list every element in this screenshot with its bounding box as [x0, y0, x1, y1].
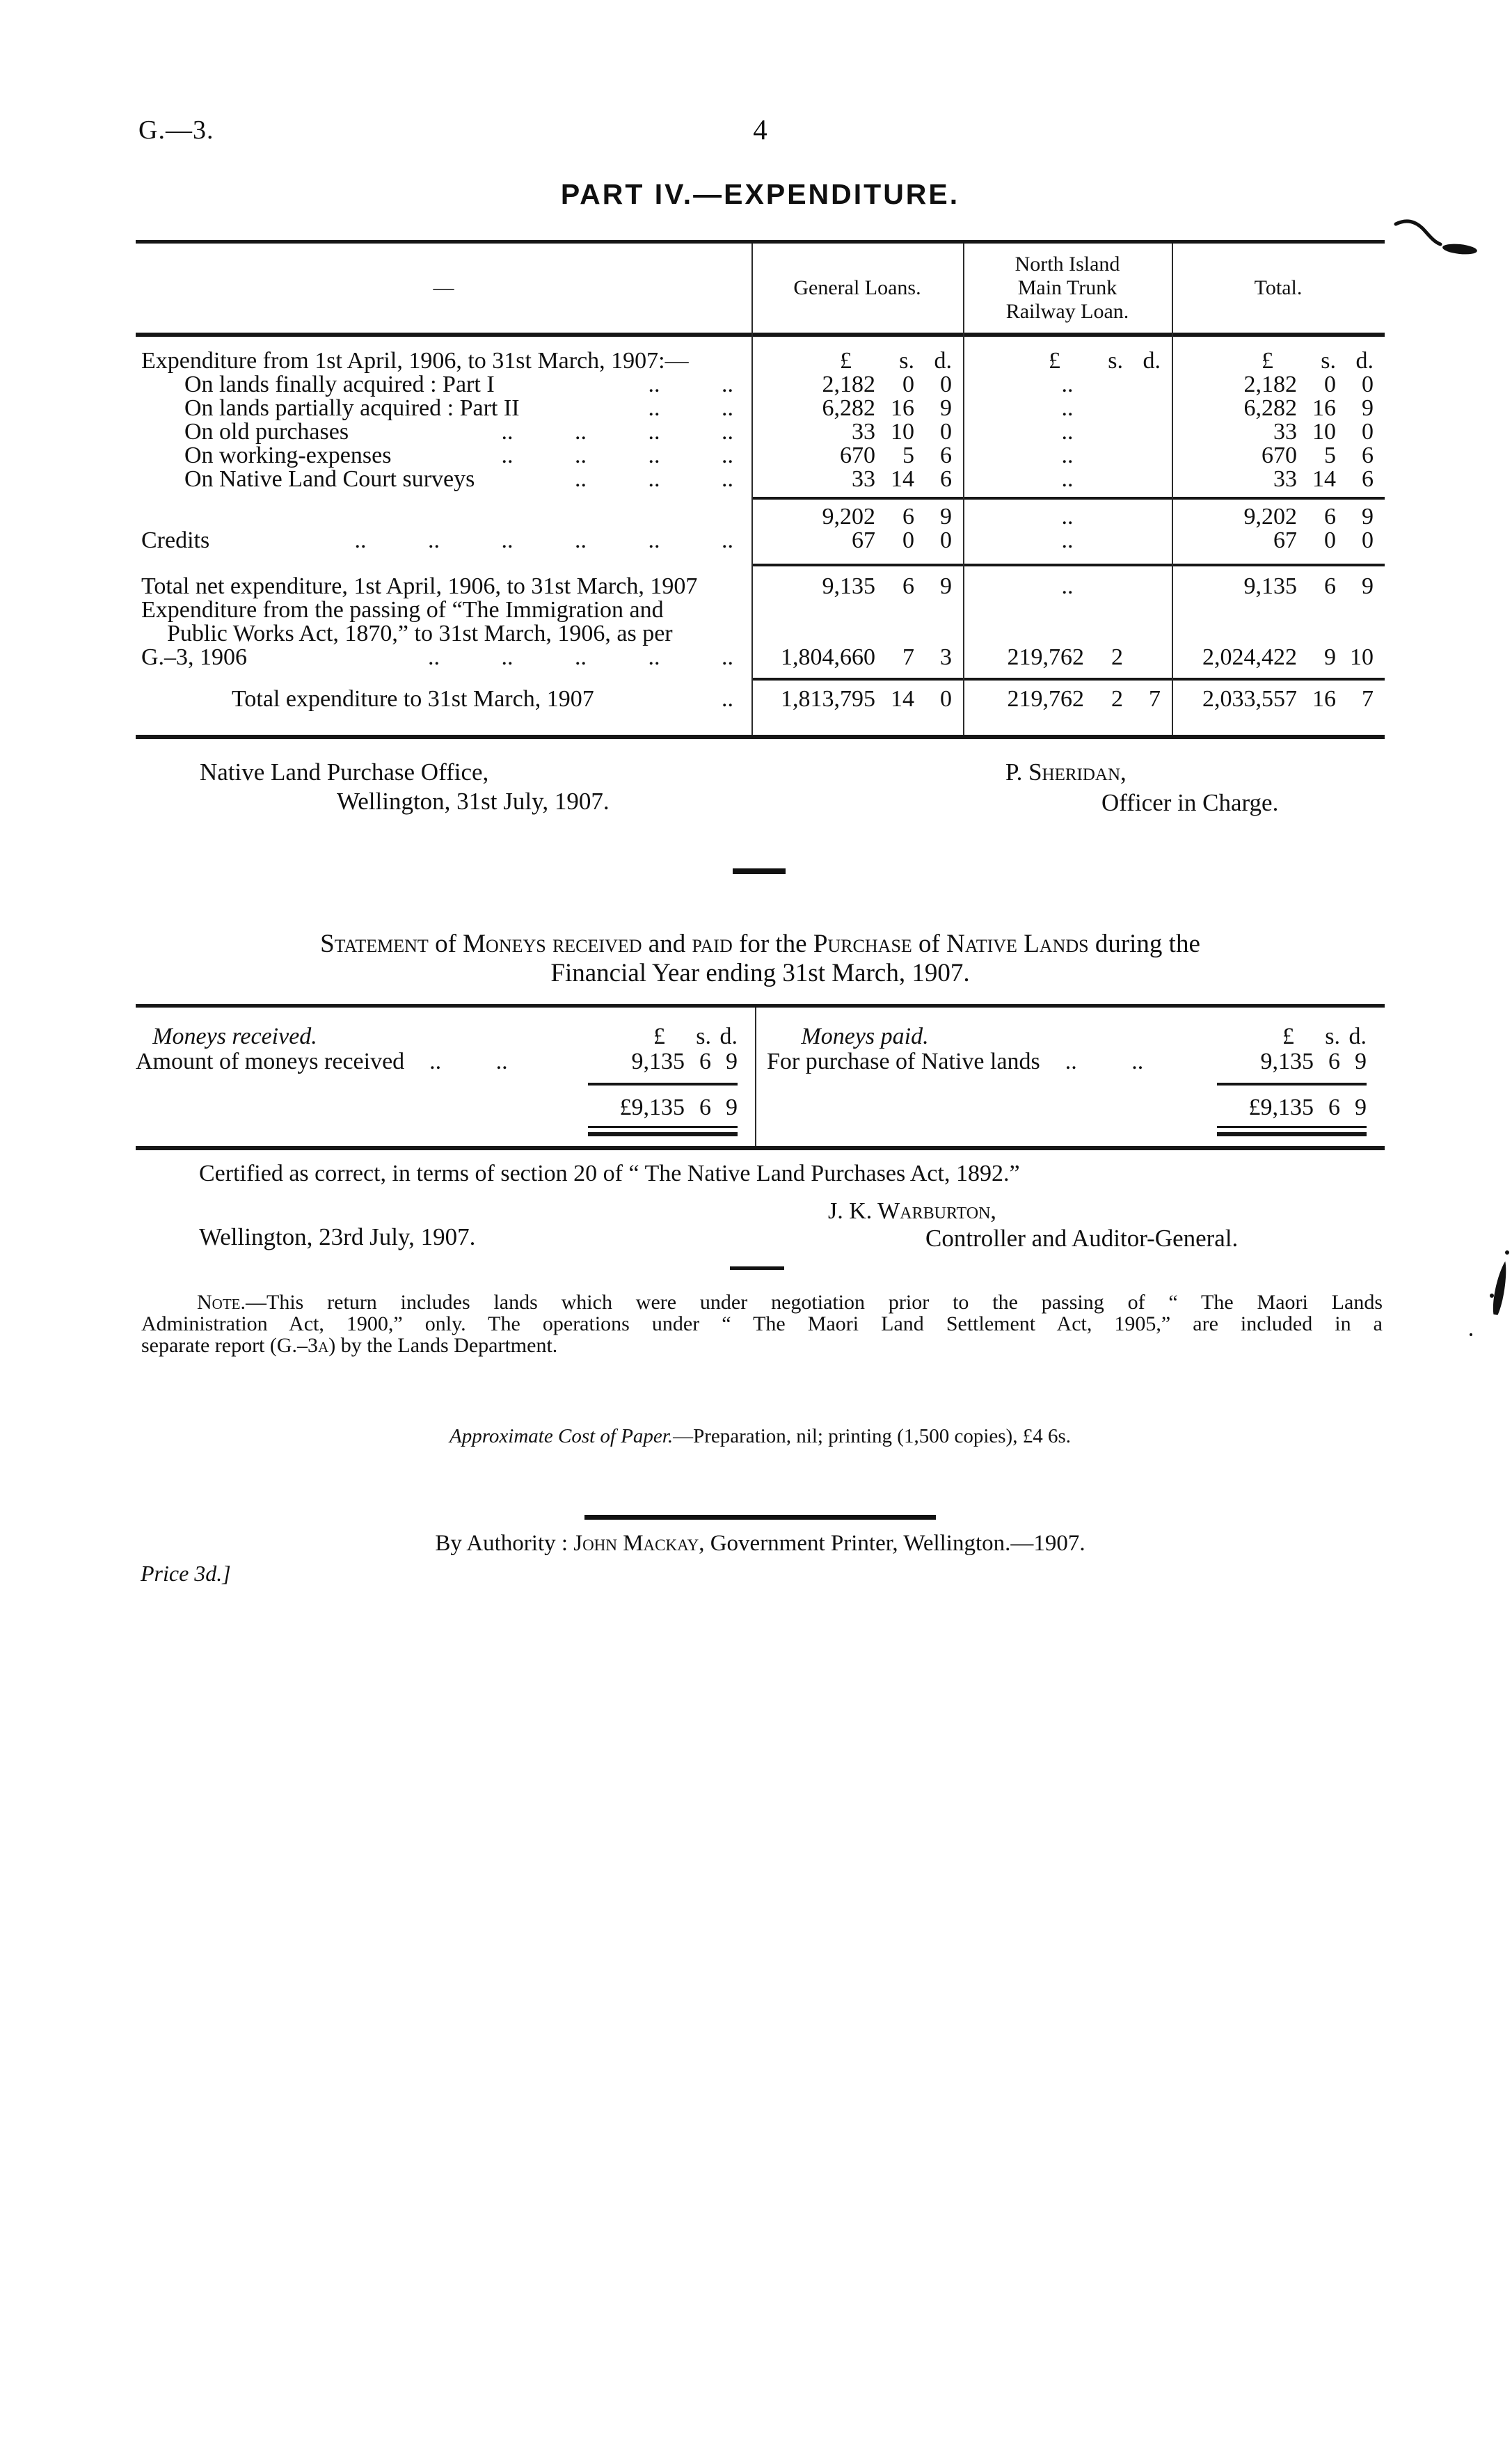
page-title: PART IV.—EXPENDITURE.	[560, 178, 960, 210]
note-paragraph: Note.—This return includes lands which were under negotiation prior to the passing of “ The Maori Lands Administration Act, 1900,” only. The operations under “ The Maori Land Settlement Act, 1905,” are included in a separate report (G.–3a) by the Lands Department.	[141, 1291, 1383, 1357]
leader-dots: .. ..	[648, 395, 733, 421]
leader-dots: .. ..	[429, 1049, 508, 1074]
expenditure-table	[136, 240, 1385, 739]
certification-line: Certified as correct, in terms of section 20 of “ The Native Land Purchases Act, 1892.”	[199, 1161, 1020, 1186]
currency-header-general: £ s. d.	[840, 348, 952, 374]
amount-total: 9,202 6 9	[1243, 504, 1374, 530]
moneys-received-row: Amount of moneys received .. .. 9,135 6 9	[136, 1049, 738, 1074]
signature-role: Officer in Charge.	[1101, 789, 1279, 816]
moneys-received-total-row	[136, 1095, 756, 1120]
certification-place-date: Wellington, 23rd July, 1907.	[199, 1223, 476, 1250]
partial-rule	[751, 564, 1385, 566]
total-amount: £9,135 6 9	[619, 1095, 738, 1120]
amount-rail-empty: ..	[1061, 466, 1074, 492]
table-row: On Native Land Court surveys .. .. .. 33 14 6 .. 33 14 6	[136, 468, 1385, 491]
amount-total: 2,024,422 9 10	[1202, 644, 1374, 670]
amount-general: 1,804,660 7 3	[781, 644, 952, 670]
section-label: Expenditure from 1st April, 1906, to 31st March, 1907:—	[141, 348, 689, 374]
amount-general: 1,813,795 14 0	[781, 686, 952, 712]
sum-rule	[1217, 1083, 1367, 1086]
amount: 9,135 6 9	[1260, 1049, 1367, 1074]
amount-rail-empty: ..	[1061, 527, 1074, 553]
sum-rule	[588, 1083, 738, 1086]
total-amount: £9,135 6 9	[1248, 1095, 1367, 1120]
section-divider	[730, 1266, 784, 1270]
table-row: On working-expenses .. .. .. .. 670 5 6 .. 670 5 6	[136, 444, 1385, 468]
statement-heading-line1: Statement of Moneys received and paid for the Purchase of Native Lands during the	[320, 930, 1200, 958]
amount-general: 9,202 6 9	[822, 504, 952, 530]
prior-expenditure-row: Expenditure from the passing of “The Immigration and Public Works Act, 1870,” to 31st March, 1906, as per G.–3, 1906 .. .. .. .. .. 1,804,660 7 3 219,762 2 2,024,422 9 10	[136, 598, 1385, 669]
subtotal-row	[136, 505, 1385, 529]
header-placeholder: —	[433, 276, 454, 299]
leader-dots: .. ..	[1065, 1049, 1144, 1074]
total-net-row: Total net expenditure, 1st April, 1906, to 31st March, 1907 9,135 6 9 .. 9,135 6 9	[136, 575, 1385, 598]
amount-total: 2,033,557 16 7	[1202, 686, 1374, 712]
header-general-loans: General Loans.	[793, 276, 921, 299]
amount-total: 67 0 0	[1273, 527, 1374, 553]
moneys-body	[136, 1008, 1385, 1146]
imprint-divider	[584, 1515, 936, 1520]
amount-total: 33 10 0	[1273, 419, 1374, 445]
table-row: On lands partially acquired : Part II .. .. 6,282 16 9 .. 6,282 16 9	[136, 397, 1385, 420]
credits-row: Credits .. .. .. .. .. .. 67 0 0 .. 67 0 0	[136, 529, 1385, 552]
moneys-table	[136, 1004, 1385, 1150]
table-row: On lands finally acquired : Part I .. .. 2,182 0 0 .. 2,182 0 0	[136, 373, 1385, 397]
amount-rail: 219,762 2 7	[1007, 686, 1161, 712]
section-row	[136, 349, 1385, 373]
price-label: Price 3d.]	[141, 1561, 231, 1586]
moneys-paid-title: Moneys paid.	[801, 1024, 929, 1049]
amount-general: 33 10 0	[852, 419, 952, 445]
currency-header: £ s. d.	[653, 1024, 738, 1049]
amount-total: 6,282 16 9	[1243, 395, 1374, 421]
amount-rail-empty: ..	[1061, 419, 1074, 445]
moneys-received-title: Moneys received.	[152, 1024, 317, 1049]
leader-dots: .. .. .. ..	[501, 443, 733, 468]
table-inner	[136, 244, 1385, 735]
column-divider	[963, 244, 964, 735]
ink-blot-mark	[1461, 1246, 1512, 1343]
partial-rule	[751, 678, 1385, 681]
signature-office: Native Land Purchase Office,	[200, 758, 489, 786]
leader-dots: ..	[722, 686, 733, 712]
page-number: 4	[753, 113, 767, 145]
table-header-row	[136, 244, 1385, 333]
cost-of-paper-line: Approximate Cost of Paper.—Preparation, nil; printing (1,500 copies), £4 6s.	[449, 1425, 1071, 1447]
currency-header-rail: £ s. d.	[1049, 348, 1161, 374]
amount-total: 670 5 6	[1262, 443, 1374, 468]
amount-general: 67 0 0	[852, 527, 952, 553]
header-total: Total.	[1254, 276, 1303, 299]
header-rail-loan: North Island Main Trunk Railway Loan.	[1005, 253, 1129, 323]
amount-general: 670 5 6	[840, 443, 952, 468]
signature-name: P. Sheridan,	[1005, 758, 1127, 786]
moneys-paid-row: For purchase of Native lands .. .. 9,135 6 9	[767, 1049, 1367, 1074]
table-bottom-rule	[136, 735, 1385, 739]
amount: 9,135 6 9	[631, 1049, 738, 1074]
partial-rule	[751, 497, 1385, 500]
leader-dots: .. ..	[648, 372, 733, 397]
amount-rail-empty: ..	[1061, 443, 1074, 468]
moneys-paid-half	[756, 1008, 1385, 1146]
section-divider	[733, 868, 786, 874]
amount-total: 2,182 0 0	[1243, 372, 1374, 397]
certification-name: J. K. Warburton,	[828, 1198, 996, 1224]
amount-total: 33 14 6	[1273, 466, 1374, 492]
column-divider	[1172, 244, 1173, 735]
table-body	[136, 337, 1385, 735]
currency-header: £ s. d.	[1282, 1024, 1367, 1049]
note-lead: Note.	[197, 1291, 246, 1314]
double-rule	[1217, 1126, 1367, 1136]
statement-heading	[136, 930, 1385, 988]
amount-rail: 219,762 2	[1007, 644, 1123, 670]
certification-role: Controller and Auditor-General.	[925, 1225, 1239, 1252]
amount-total: 9,135 6 9	[1243, 573, 1374, 599]
leader-dots: .. .. .. ..	[501, 419, 733, 445]
amount-rail-empty: ..	[1061, 395, 1074, 421]
document-reference: G.—3.	[138, 116, 214, 145]
double-rule	[588, 1126, 738, 1136]
leader-dots: .. .. .. .. ..	[428, 644, 733, 670]
leader-dots: .. .. .. .. .. ..	[354, 527, 733, 553]
printer-name: John Mackay	[573, 1531, 699, 1556]
handwritten-pen-stroke	[1392, 216, 1482, 257]
amount-rail-empty: ..	[1061, 372, 1074, 397]
imprint-line: By Authority : John Mackay, Government Printer, Wellington.—1907.	[435, 1531, 1085, 1556]
center-divider	[755, 1008, 756, 1146]
amount-rail-empty: ..	[1061, 573, 1074, 599]
currency-header-total: £ s. d.	[1262, 348, 1374, 374]
signature-place-date: Wellington, 31st July, 1907.	[337, 788, 610, 815]
amount-general: 9,135 6 9	[822, 573, 952, 599]
amount-rail-empty: ..	[1061, 504, 1074, 530]
amount-general: 6,282 16 9	[822, 395, 952, 421]
leader-dots: .. .. ..	[575, 466, 733, 492]
table-row: On old purchases .. .. .. .. 33 10 0 .. 33 10 0	[136, 420, 1385, 444]
grand-total-row: Total expenditure to 31st March, 1907 .. 1,813,795 14 0 219,762 2 7 2,033,557 16 7	[136, 687, 1385, 711]
column-divider	[751, 244, 753, 735]
amount-general: 2,182 0 0	[822, 372, 952, 397]
moneys-paid-total-row	[767, 1095, 1385, 1120]
moneys-received-half	[136, 1008, 756, 1146]
statement-heading-line2: Financial Year ending 31st March, 1907.	[550, 959, 970, 987]
table-bottom-rule	[136, 1146, 1385, 1150]
amount-general: 33 14 6	[852, 466, 952, 492]
